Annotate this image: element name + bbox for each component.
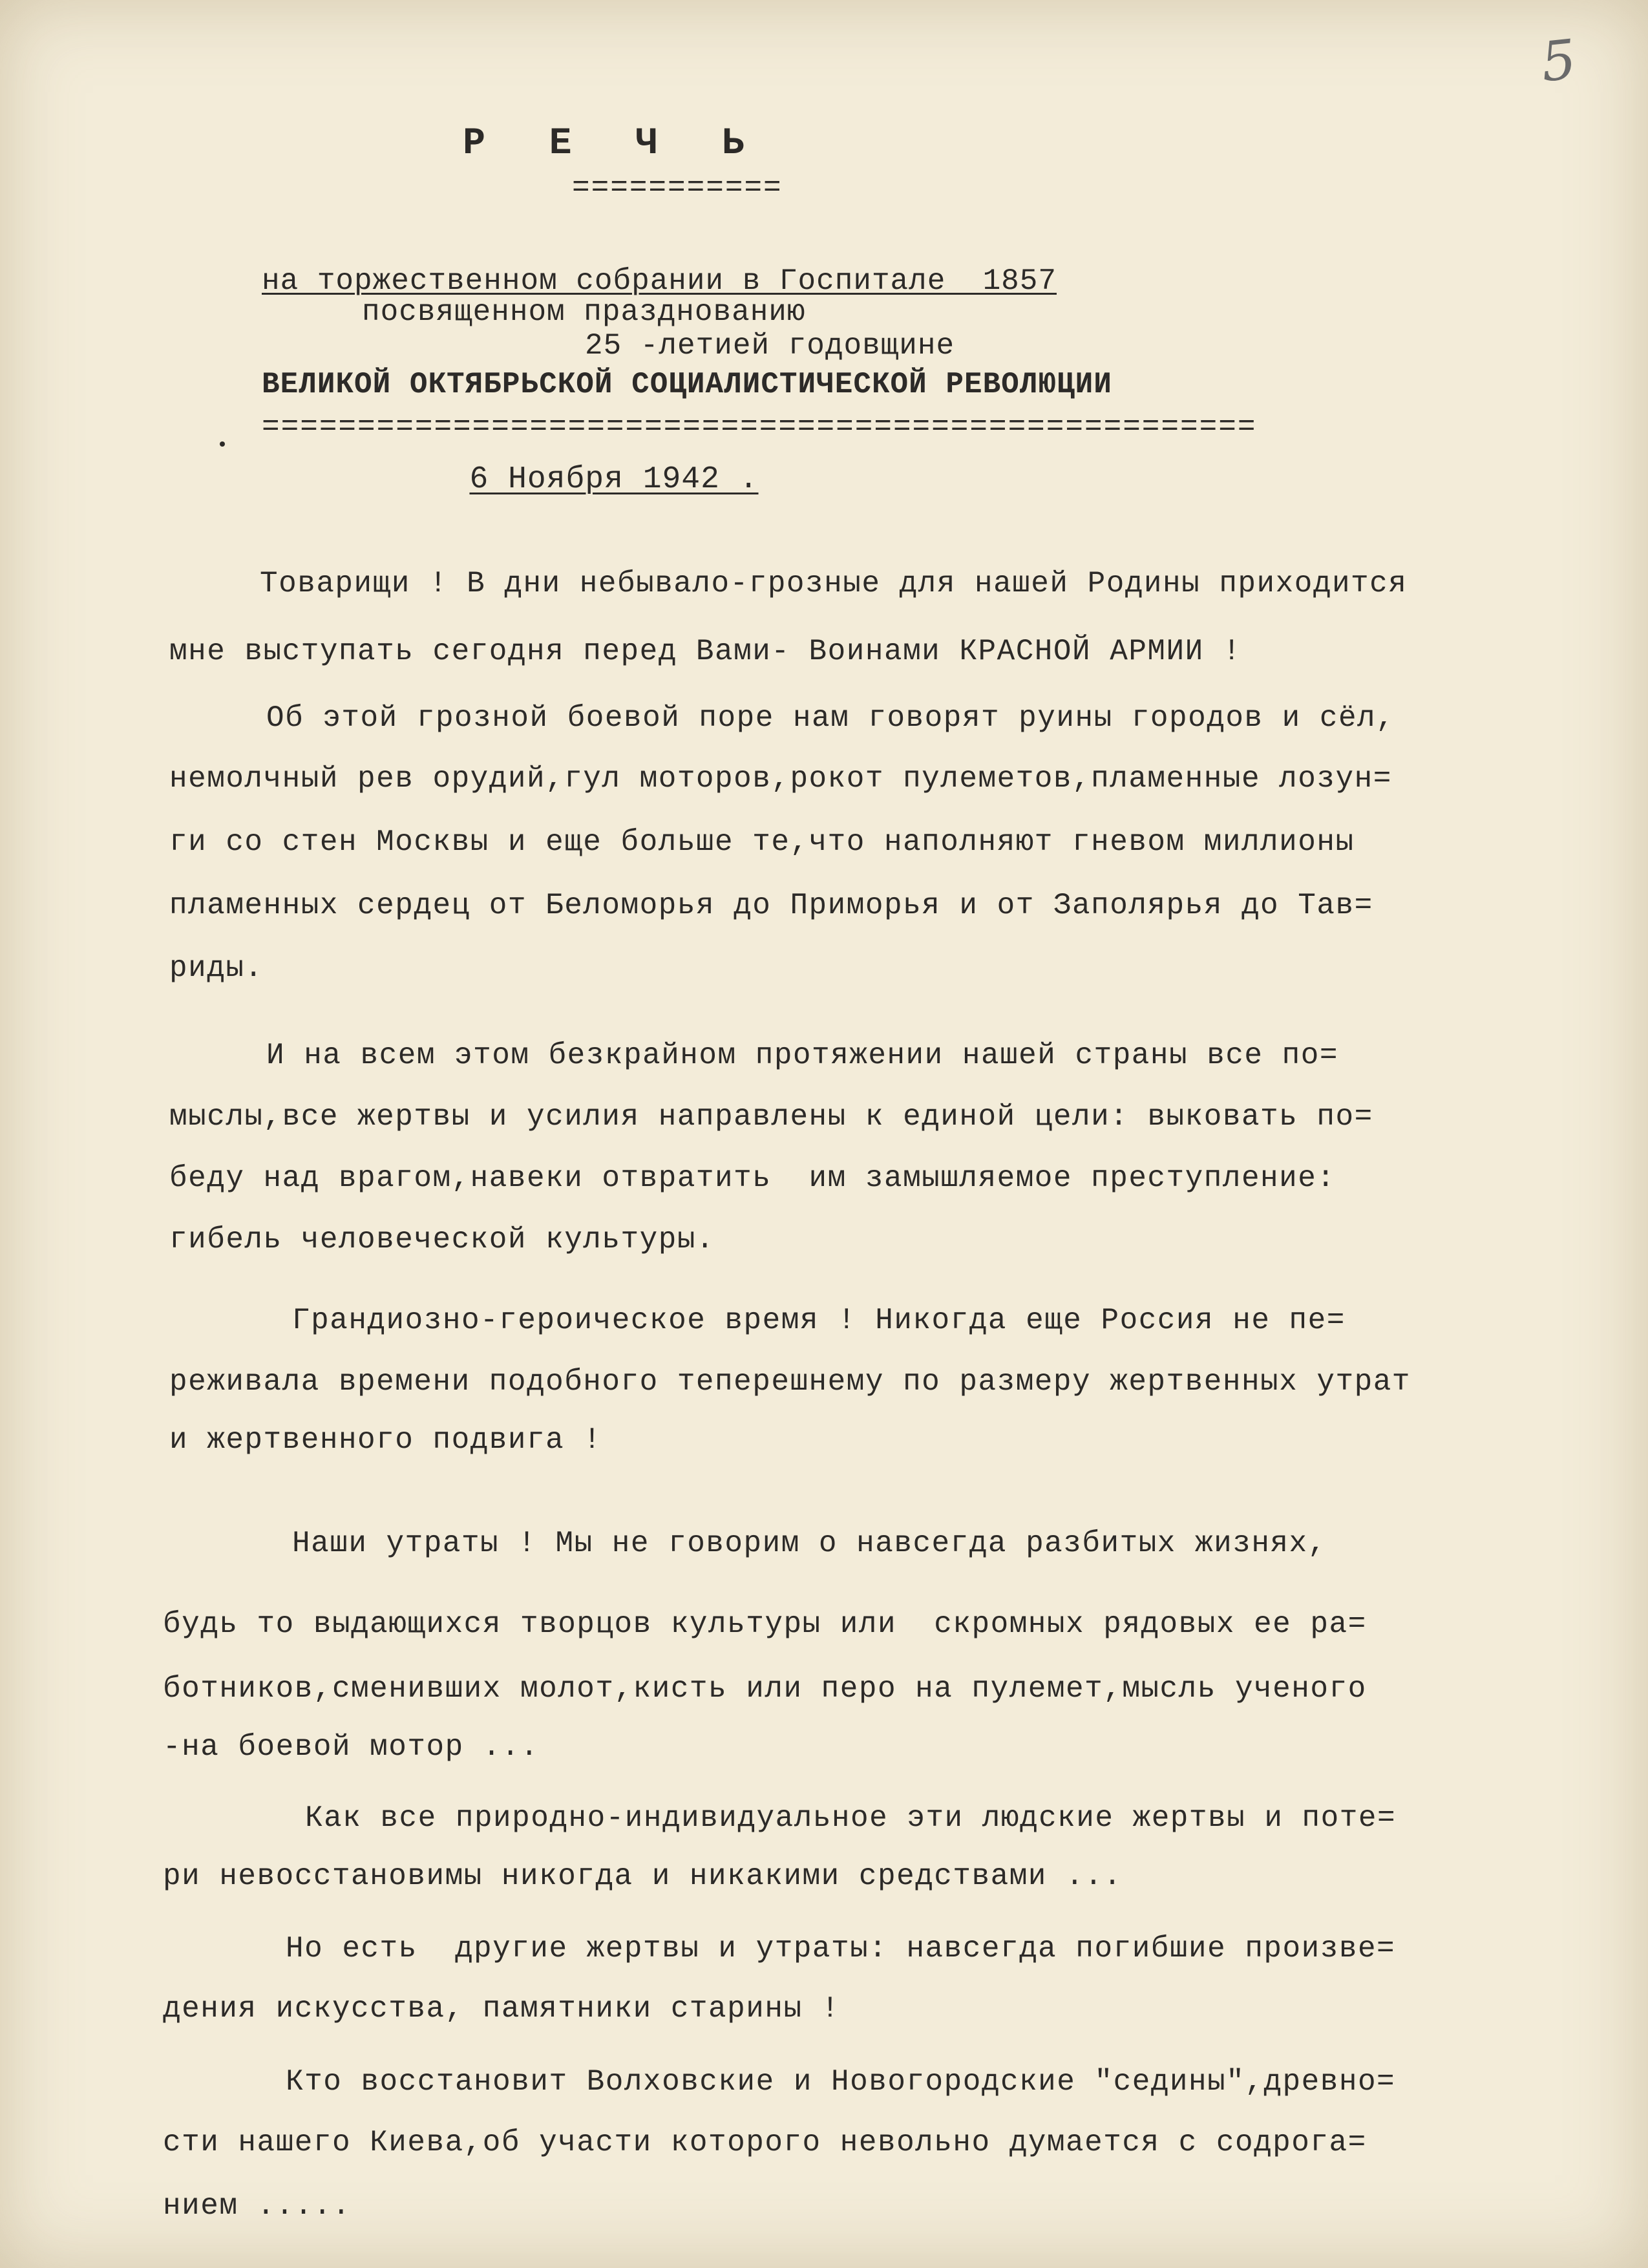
body-line: И на всем этом безкрайном протяжении нашей страны все по= <box>266 1039 1338 1072</box>
body-line: дения искусства, памятники старины ! <box>163 1992 840 2026</box>
header-line-2: посвященном празднованию <box>362 295 806 329</box>
body-line: пламенных сердец от Беломорья до Приморья и от Заполярья до Тав= <box>169 889 1373 922</box>
body-line: реживала времени подобного теперешнему по размеру жертвенных утрат <box>169 1365 1411 1399</box>
header-line-4: ВЕЛИКОЙ ОКТЯБРЬСКОЙ СОЦИАЛИСТИЧЕСКОЙ РЕВОЛЮЦИИ <box>262 368 1112 401</box>
document-title: Р Е Ч Ь <box>463 123 765 165</box>
header-line-3: 25 -летией годовщине <box>585 329 955 363</box>
body-line: нием ..... <box>163 2189 352 2223</box>
header-rule: ==================================================== <box>262 410 1257 444</box>
body-line: мыслы,все жертвы и усилия направлены к единой цели: выковать по= <box>169 1100 1373 1134</box>
title-rule: =========== <box>572 171 783 205</box>
body-line: ри невосстановимы никогда и никакими средствами ... <box>163 1860 1123 1893</box>
body-line: ги со стен Москвы и еще больше те,что наполняют гневом миллионы <box>169 825 1355 859</box>
ink-speck <box>220 441 225 447</box>
body-line: Товарищи ! В дни небывало-грозные для нашей Родины приходится <box>260 567 1408 600</box>
body-line: ботников,сменивших молот,кисть или перо на пулемет,мысль ученого <box>163 1672 1367 1706</box>
header-line-1: на торжественном собрании в Госпитале 1857 <box>262 264 1057 298</box>
body-line: Наши утраты ! Мы не говорим о навсегда разбитых жизнях, <box>292 1527 1327 1560</box>
body-line: мне выступать сегодня перед Вами- Воинами КРАСНОЙ АРМИИ ! <box>169 635 1241 668</box>
body-line: Кто восстановит Волховские и Новогородские "седины",древно= <box>286 2065 1396 2099</box>
body-line: -на боевой мотор ... <box>163 1730 540 1764</box>
body-line: Об этой грозной боевой поре нам говорят руины городов и сёл, <box>266 701 1395 735</box>
body-line: сти нашего Киева,об участи которого невольно думается с содрога= <box>163 2126 1367 2159</box>
speech-date: 6 Ноября 1942 . <box>469 462 759 497</box>
body-line: Как все природно-индивидуальное эти людские жертвы и поте= <box>305 1801 1397 1835</box>
body-line: Но есть другие жертвы и утраты: навсегда погибшие произве= <box>286 1932 1396 1966</box>
body-line: Грандиозно-героическое время ! Никогда еще Россия не пе= <box>292 1304 1346 1337</box>
body-line: будь то выдающихся творцов культуры или скромных рядовых ее ра= <box>163 1607 1367 1641</box>
body-line: беду над врагом,навеки отвратить им замышляемое преступление: <box>169 1161 1336 1195</box>
body-line: риды. <box>169 951 264 985</box>
page-number: 5 <box>1538 27 1579 94</box>
body-line: и жертвенного подвига ! <box>169 1423 602 1457</box>
body-line: немолчный рев орудий,гул моторов,рокот пулеметов,пламенные лозун= <box>169 762 1392 796</box>
body-line: гибель человеческой культуры. <box>169 1223 715 1256</box>
